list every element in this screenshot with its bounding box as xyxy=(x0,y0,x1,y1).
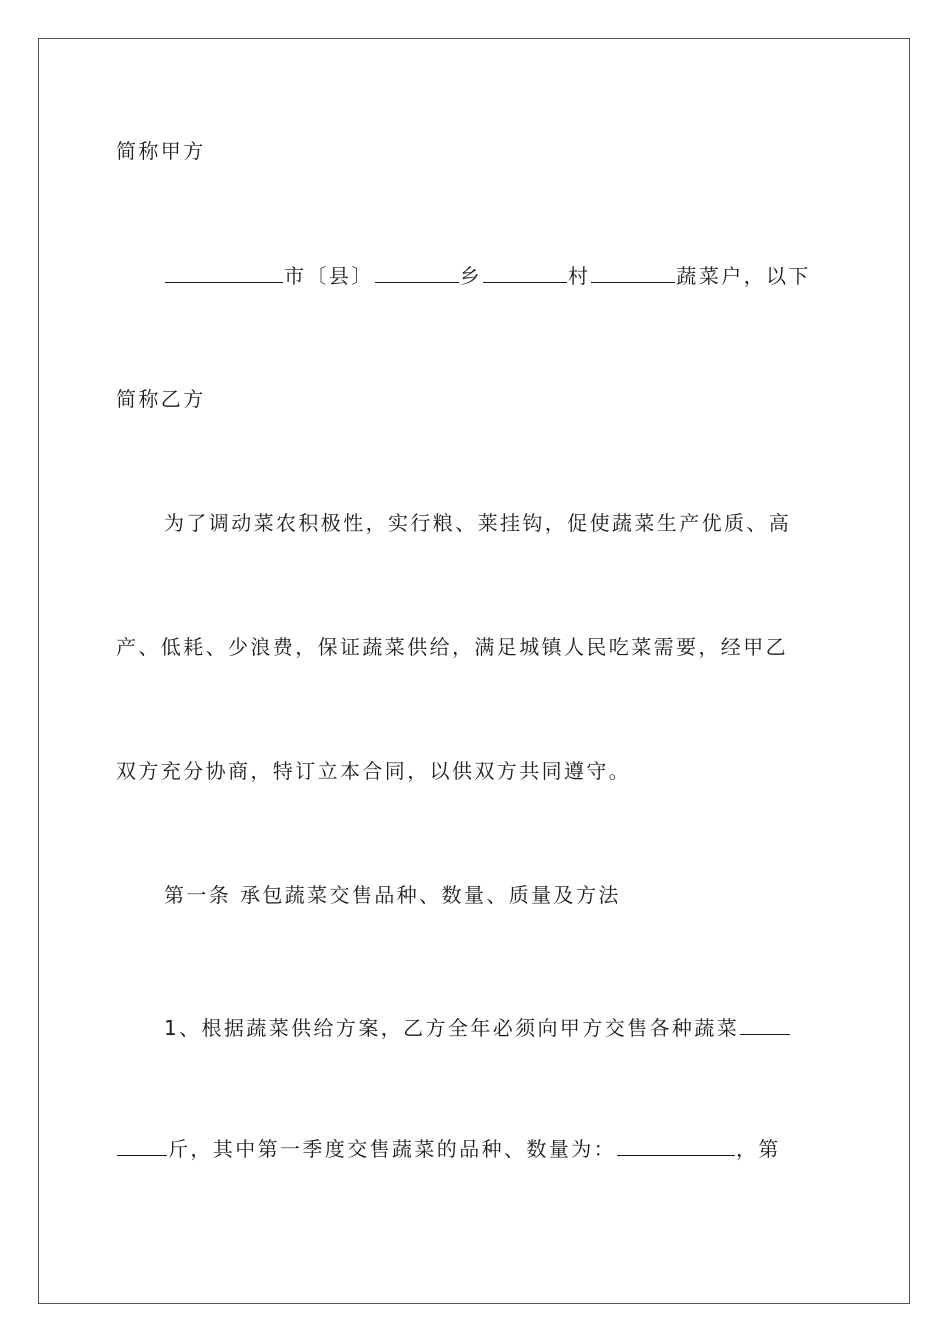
quarter-1-text: 斤，其中第一季度交售蔬菜的品种、数量为： xyxy=(168,1137,616,1161)
text-line-clause-1-continued xyxy=(116,1133,832,1163)
page-border xyxy=(38,38,910,1304)
text-line-preamble-1: 为了调动菜农积极性，实行粮、莱挂钩，促使蔬菜生产优质、高 xyxy=(164,511,792,535)
city-county-label: 市〔县〕 xyxy=(284,264,374,288)
text-line-party-b-address xyxy=(164,260,832,290)
blank-quarter-1-field xyxy=(617,1133,735,1156)
next-quarter-text: ，第 xyxy=(736,1137,781,1161)
text-line-party-a-short-name: 简称甲方 xyxy=(116,139,206,163)
blank-household-field xyxy=(591,260,675,283)
blank-city-field xyxy=(165,260,283,283)
clause-1-text: 1、根据蔬菜供给方案，乙方全年必须向甲方交售各种蔬菜 xyxy=(164,1016,740,1040)
text-line-preamble-2: 产、低耗、少浪费，保证蔬菜供给，满足城镇人民吃菜需要，经甲乙 xyxy=(116,635,788,659)
text-line-clause-1 xyxy=(164,1012,832,1042)
text-line-party-b-short-name: 简称乙方 xyxy=(116,387,206,411)
article-1-heading: 第一条 承包蔬菜交售品种、数量、质量及方法 xyxy=(164,883,621,907)
text-line-preamble-3: 双方充分协商，特订立本合同，以供双方共同遵守。 xyxy=(116,759,632,783)
blank-annual-quantity-continued xyxy=(117,1133,167,1156)
blank-annual-quantity-field xyxy=(740,1012,790,1035)
village-label: 村 xyxy=(568,264,591,288)
blank-township-field xyxy=(375,260,459,283)
household-label: 蔬菜户，以下 xyxy=(676,264,811,288)
blank-village-field xyxy=(483,260,567,283)
township-label: 乡 xyxy=(459,264,483,288)
